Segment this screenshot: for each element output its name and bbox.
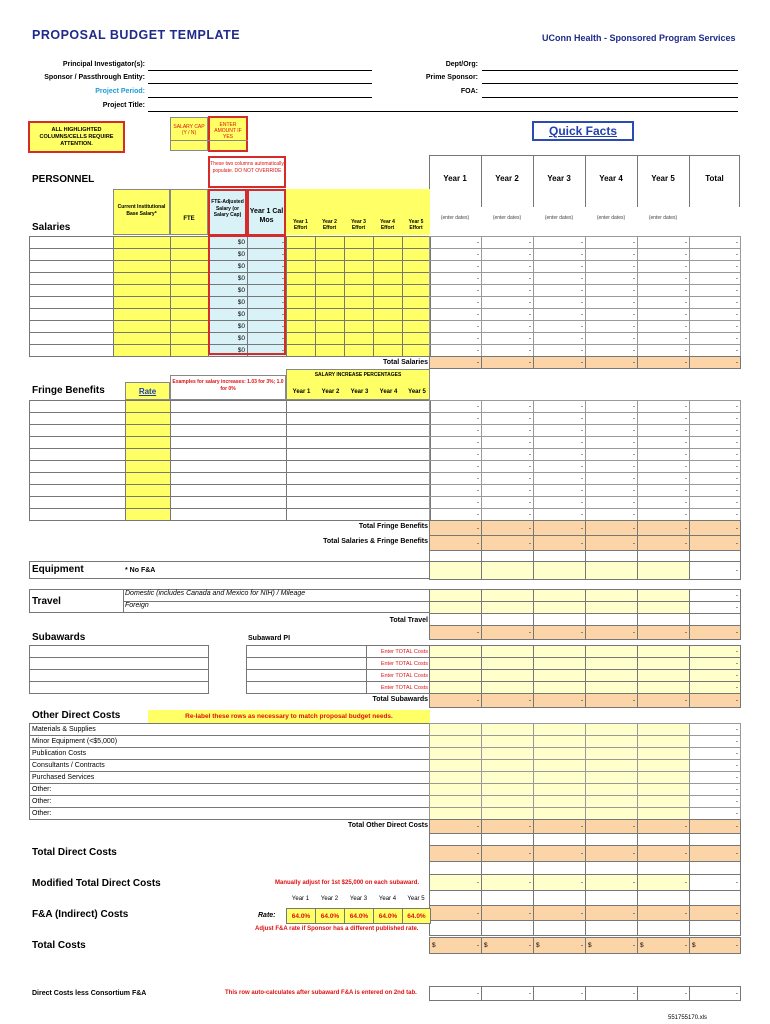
mtdc-heading: Modified Total Direct Costs	[32, 878, 161, 889]
salary-year-row: - - - - - -	[430, 273, 741, 285]
salary-year-row: - - - - - -	[430, 309, 741, 321]
calmos-col: Year 1 Cal Mos	[247, 189, 286, 236]
salary-year-row: - - - - - -	[430, 297, 741, 309]
salary-row: $0 -	[30, 309, 431, 321]
fa-heading: F&A (Indirect) Costs	[32, 909, 129, 920]
odc-row	[30, 760, 430, 772]
fringe-year-row: - - - - - -	[430, 401, 741, 413]
odc-item-label[interactable]: Other:	[30, 784, 430, 796]
fringe-year-row: - - - - - -	[430, 509, 741, 521]
fringe-year-row: - - - - - -	[430, 449, 741, 461]
total-sal-fringe-label: Total Salaries & Fringe Benefits	[323, 538, 428, 545]
total-cost-cell: $ -	[638, 938, 690, 954]
fringe-row	[30, 485, 431, 497]
salary-year-row: - - - - - -	[430, 249, 741, 261]
fringe-row	[30, 473, 431, 485]
total-odc-label: Total Other Direct Costs	[348, 822, 428, 829]
sponsor-field[interactable]	[148, 74, 372, 84]
adjusted-salary-cell: $0	[209, 285, 248, 297]
effort-cols: Year 1 Effort Year 2 Effort Year 3 Effort Year 4 Effort Year 5 Effort	[286, 189, 430, 235]
salary-row: $0 -	[30, 237, 431, 249]
fringe-year-row: - - - - - -	[430, 425, 741, 437]
salary-cap-label: SALARY CAP (Y / N)	[173, 124, 205, 136]
project-title-field[interactable]	[148, 102, 738, 112]
enter-dates-y1[interactable]: (enter dates)	[440, 215, 470, 221]
odc-row	[30, 724, 430, 736]
year-header-row	[429, 155, 740, 235]
total-cost-cell: $ -	[690, 938, 741, 954]
odc-item-label[interactable]: Materials & Supplies	[30, 724, 430, 736]
adjusted-salary-cell: $0	[209, 333, 248, 345]
manual-adjust-note: Manually adjust for 1st $25,000 on each subaward.	[275, 880, 420, 886]
auto-calc-note: This row auto-calculates after subaward F&A is entered on 2nd tab.	[225, 990, 417, 996]
adjusted-salary-cell: $0	[209, 273, 248, 285]
domestic-travel: Domestic (includes Canada and Mexico for NIH) / Mileage	[125, 590, 306, 597]
fringe-heading: Fringe Benefits	[32, 385, 105, 396]
quick-facts-button[interactable]: Quick Facts	[532, 121, 634, 141]
total-costs-row	[429, 937, 740, 955]
equipment-grid: -	[429, 561, 741, 580]
fringe-row	[30, 413, 431, 425]
odc-row	[30, 736, 430, 748]
total-direct-heading: Total Direct Costs	[32, 847, 117, 858]
prime-sponsor-label: Prime Sponsor:	[425, 74, 478, 81]
odc-item-label[interactable]: Minor Equipment (<$5,000)	[30, 736, 430, 748]
salary-year-row: - - - - - -	[430, 237, 741, 249]
salary-cap-box[interactable]	[170, 117, 208, 151]
total-fringe-label: Total Fringe Benefits	[358, 523, 428, 530]
inc-year-2[interactable]: Year 2	[321, 389, 340, 395]
total-salaries-row: - - - - - -	[429, 356, 741, 369]
adjusted-salary-cell: $0	[209, 297, 248, 309]
fte-col: FTE	[170, 189, 208, 235]
odc-item-label[interactable]: Other:	[30, 808, 430, 820]
total-header: Total	[705, 174, 724, 183]
dc-less-grid: - - - - - -	[429, 986, 741, 1001]
fa-rates	[286, 908, 431, 924]
salary-row: $0 -	[30, 297, 431, 309]
total-travel-label: Total Travel	[389, 617, 428, 624]
project-title-label: Project Title:	[102, 102, 145, 109]
odc-item-label[interactable]: Publication Costs	[30, 748, 430, 760]
adjusted-salary-cell: $0	[209, 261, 248, 273]
increase-example-note: Examples for salary increases: 1.03 for 3%; 1.0 for 0%	[170, 375, 286, 400]
adjusted-salary-col: FTE-Adjusted Salary (or Salary Cap)	[208, 189, 247, 236]
fringe-row	[30, 449, 431, 461]
travel-heading: Travel	[32, 596, 61, 607]
odc-year-row: -	[430, 796, 741, 808]
year-3-header: Year 3	[547, 174, 571, 183]
odc-item-label[interactable]: Consultants / Contracts	[30, 760, 430, 772]
relabel-note: Re-label these rows as necessary to match proposal budget needs.	[148, 710, 430, 723]
odc-row	[30, 808, 430, 820]
pi-label: Principal Investigator(s):	[62, 61, 145, 68]
fringe-row	[30, 401, 431, 413]
inc-year-5[interactable]: Year 5	[408, 389, 426, 395]
odc-item-label[interactable]: Other:	[30, 796, 430, 808]
salary-row: $0 -	[30, 345, 431, 357]
total-cost-cell: $ -	[534, 938, 586, 954]
total-cost-cell: $ -	[586, 938, 638, 954]
odc-table	[29, 723, 430, 820]
dc-less-heading: Direct Costs less Consortium F&A	[32, 990, 147, 997]
fringe-row	[30, 497, 431, 509]
file-name: 551755170.xls	[668, 1015, 708, 1021]
odc-row	[30, 748, 430, 760]
rate-header: Rate	[125, 382, 170, 400]
pi-field[interactable]	[148, 61, 372, 71]
fa-rate-y4[interactable]: 64.0%	[374, 909, 403, 924]
salary-year-row: - - - - - -	[430, 333, 741, 345]
personnel-heading: PERSONNEL	[32, 174, 95, 185]
salary-row: $0 -	[30, 321, 431, 333]
increase-percentages: SALARY INCREASE PERCENTAGES Year 1 Year 2 Year 3 Year 4 Year 5	[286, 369, 430, 400]
salary-year-row: - - - - - -	[430, 285, 741, 297]
enter-dates-y2[interactable]: (enter dates)	[492, 215, 522, 221]
fringe-row	[30, 461, 431, 473]
adjusted-salary-cell: $0	[209, 345, 248, 357]
total-cost-cell: $ -	[482, 938, 534, 954]
adjusted-salary-cell: $0	[209, 249, 248, 261]
adjusted-salary-cell: $0	[209, 321, 248, 333]
year-4-header: Year 4	[599, 174, 623, 183]
dept-label: Dept/Org:	[445, 61, 478, 68]
foa-label: FOA:	[460, 88, 478, 95]
fringe-year-row: - - - - - -	[430, 497, 741, 509]
salary-year-grid	[429, 236, 741, 357]
inc-year-1[interactable]: Year 1	[292, 389, 311, 395]
year-1-header: Year 1	[443, 174, 467, 183]
enter-amount-label: ENTER AMOUNT IF YES	[214, 122, 242, 140]
odc-year-row: -	[430, 772, 741, 784]
fringe-year-row: - - - - - -	[430, 437, 741, 449]
fringe-table	[29, 400, 431, 521]
odc-year-row: -	[430, 784, 741, 796]
odc-year-row: -	[430, 736, 741, 748]
salary-row: $0 -	[30, 285, 431, 297]
adjusted-salary-cell: $0	[209, 237, 248, 249]
enter-amount-box[interactable]	[208, 116, 248, 152]
totals-grid: - - - - - - - - - - - - - - - - - - - - - - - -	[429, 819, 741, 936]
odc-year-row: -	[430, 748, 741, 760]
fringe-year-row: - - - - - -	[430, 413, 741, 425]
total-salaries-y1: -	[430, 357, 482, 369]
subaward-grid: - - - - - - - - - -	[429, 645, 741, 708]
total-salaries-label: Total Salaries	[382, 359, 428, 366]
salary-year-row: - - - - - -	[430, 345, 741, 357]
dept-field[interactable]	[482, 61, 738, 71]
org-name: UConn Health - Sponsored Program Services	[542, 33, 736, 43]
period-field[interactable]	[148, 88, 372, 98]
odc-year-row: -	[430, 760, 741, 772]
salary-row: $0 -	[30, 333, 431, 345]
total-cost-cell: $ -	[430, 938, 482, 954]
prime-sponsor-field[interactable]	[482, 74, 738, 84]
fringe-year-grid	[429, 400, 741, 521]
year-2-header: Year 2	[495, 174, 519, 183]
salary-table	[29, 236, 431, 357]
odc-row	[30, 796, 430, 808]
fringe-row	[30, 437, 431, 449]
year-5-header: Year 5	[651, 174, 675, 183]
fringe-row	[30, 425, 431, 437]
auto-populate-note: These two columns automatically populate. DO NOT OVERRIDE	[208, 156, 286, 188]
inc-year-4[interactable]: Year 4	[379, 389, 398, 395]
subaward-names	[29, 645, 209, 694]
page-title: PROPOSAL BUDGET TEMPLATE	[32, 28, 241, 42]
fringe-year-row: - - - - - -	[430, 461, 741, 473]
enter-dates-y4[interactable]: (enter dates)	[596, 215, 626, 221]
foa-field[interactable]	[482, 88, 738, 98]
odc-grid	[429, 723, 741, 820]
fa-adjust-note: Adjust F&A rate if Sponsor has a different published rate.	[255, 926, 419, 932]
odc-heading: Other Direct Costs	[32, 710, 121, 721]
sponsor-label: Sponsor / Passthrough Entity:	[44, 74, 145, 81]
odc-year-row: -	[430, 808, 741, 820]
odc-year-row: -	[430, 724, 741, 736]
enter-dates-y5[interactable]: (enter dates)	[648, 215, 678, 221]
odc-item-label[interactable]: Purchased Services	[30, 772, 430, 784]
adjusted-salary-cell: $0	[209, 309, 248, 321]
base-salary-col: Current Institutional Base Salary*	[113, 189, 170, 235]
fringe-year-row: - - - - - -	[430, 485, 741, 497]
highlight-note: ALL HIGHLIGHTED COLUMNS/CELLS REQUIRE ATTENTION.	[28, 121, 125, 153]
fa-rate-y3[interactable]: 64.0%	[345, 909, 374, 924]
period-label: Project Period:	[95, 88, 145, 95]
odc-row	[30, 772, 430, 784]
travel-grid: - - - - - - - -	[429, 589, 741, 640]
salary-year-row: - - - - - -	[430, 261, 741, 273]
fringe-year-row: - - - - - -	[430, 473, 741, 485]
total-costs-heading: Total Costs	[32, 940, 86, 951]
fringe-totals: - - - - - - - - - - - -	[429, 520, 741, 563]
salary-year-row: - - - - - -	[430, 321, 741, 333]
inc-year-3[interactable]: Year 3	[350, 389, 369, 395]
salary-row: $0 -	[30, 249, 431, 261]
fa-rate-label: Rate:	[258, 912, 276, 919]
enter-dates-y3[interactable]: (enter dates)	[544, 215, 574, 221]
no-fa-note: * No F&A	[125, 567, 156, 574]
subawards-heading: Subawards	[32, 632, 86, 643]
salaries-heading: Salaries	[32, 222, 71, 233]
equipment-heading: Equipment	[32, 564, 84, 575]
fringe-row	[30, 509, 431, 521]
fa-rate-y1[interactable]: 64.0%	[287, 909, 316, 924]
subaward-pis: Enter TOTAL Costs Enter TOTAL Costs Enter TOTAL Costs Enter TOTAL Costs	[246, 645, 431, 694]
salary-row: $0 -	[30, 273, 431, 285]
fa-rate-y5[interactable]: 64.0%	[403, 909, 431, 924]
odc-row	[30, 784, 430, 796]
salary-row: $0 -	[30, 261, 431, 273]
subaward-pi-label: Subaward PI	[248, 635, 291, 642]
fa-rate-y2[interactable]: 64.0%	[316, 909, 345, 924]
equipment-row	[29, 561, 430, 579]
total-subawards-label: Total Subawards	[372, 696, 428, 703]
foreign-travel: Foreign	[125, 602, 149, 609]
